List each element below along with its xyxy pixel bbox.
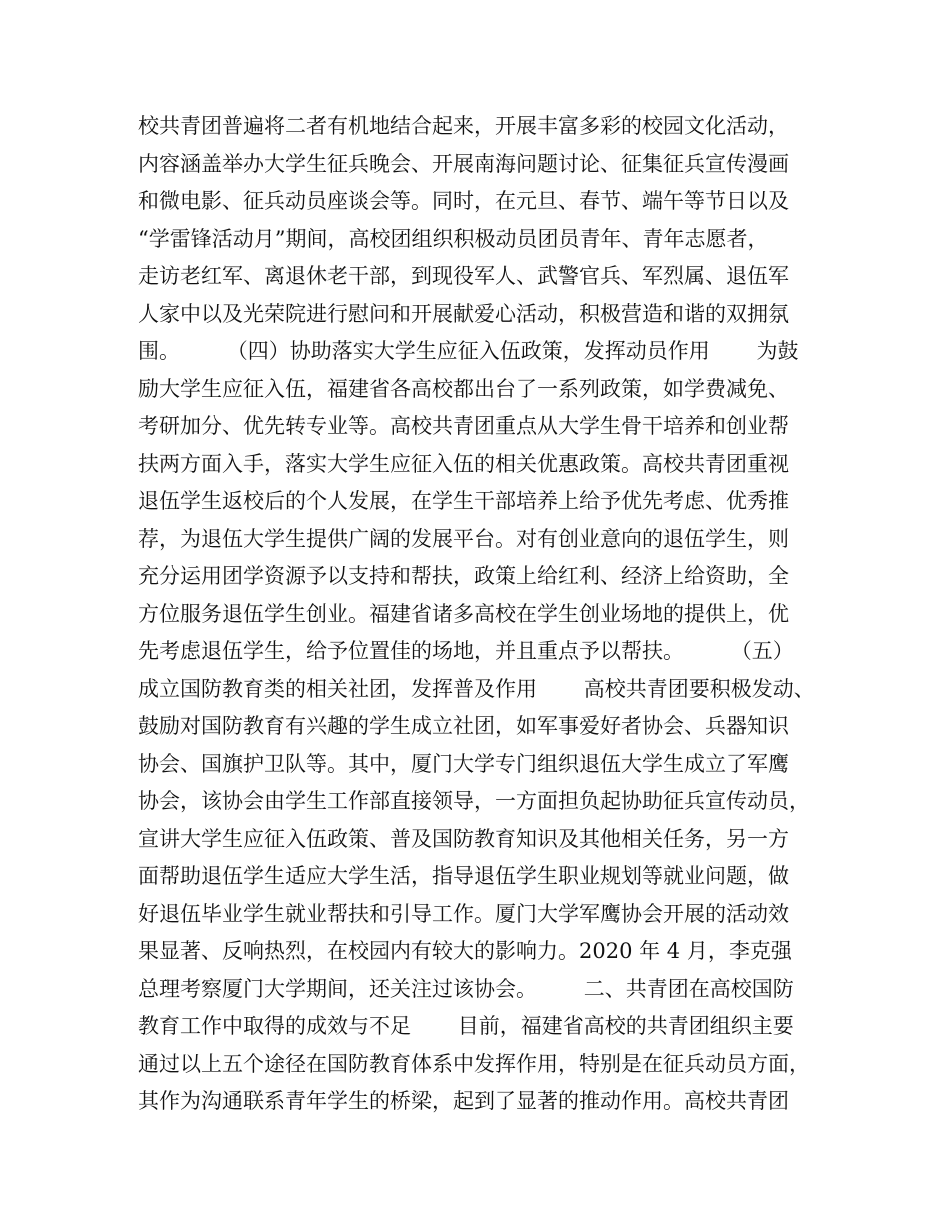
text-line: 鼓励对国防教育有兴趣的学生成立社团，如军事爱好者协会、兵器知识 (138, 714, 789, 738)
text-line: 校共青团普遍将二者有机地结合起来，开展丰富多彩的校园文化活动， (138, 114, 789, 138)
text-line: 总理考察厦门大学期间，还关注过该协会。 二、共青团在高校国防 (138, 976, 794, 1001)
text-line: 荐，为退伍大学生提供广阔的发展平台。对有创业意向的退伍学生，则 (138, 526, 789, 551)
text-line: 方位服务退伍学生创业。福建省诸多高校在学生创业场地的提供上，优 (138, 601, 789, 626)
text-line: 和微电影、征兵动员座谈会等。同时，在元旦、春节、端午等节日以及 (138, 189, 789, 213)
text-line: 走访老红军、离退休老干部，到现役军人、武警官兵、军烈属、退伍军 (138, 264, 789, 288)
text-line: 果显著、反响热烈，在校园内有较大的影响力。2020 年 4 月，李克强 (138, 939, 792, 963)
text-line: 励大学生应征入伍，福建省各高校都出台了一系列政策，如学费减免、 (138, 376, 789, 401)
text-line: 先考虑退伍学生，给予位置佳的场地，并且重点予以帮扶。 （五） (138, 639, 794, 663)
text-line: 教育工作中取得的成效与不足 目前，福建省高校的共青团组织主要 (138, 1014, 794, 1038)
text-line: 人家中以及光荣院进行慰问和开展献爱心活动，积极营造和谐的双拥氛 (138, 301, 789, 326)
text-line: 退伍学生返校后的个人发展，在学生干部培养上给予优先考虑、优秀推 (138, 489, 789, 513)
text-line: 协会、国旗护卫队等。其中，厦门大学专门组织退伍大学生成立了军鹰 (138, 751, 789, 776)
text-line: 面帮助退伍学生适应大学生活，指导退伍学生职业规划等就业问题，做 (138, 864, 789, 888)
text-line: 宣讲大学生应征入伍政策、普及国防教育知识及其他相关任务，另一方 (138, 826, 789, 851)
text-line: 协会，该协会由学生工作部直接领导，一方面担负起协助征兵宣传动员， (138, 789, 810, 813)
text-line: 内容涵盖举办大学生征兵晚会、开展南海问题讨论、征集征兵宣传漫画 (138, 151, 789, 176)
text-line: 成立国防教育类的相关社团，发挥普及作用 高校共青团要积极发动、 (138, 676, 815, 701)
text-line: 其作为沟通联系青年学生的桥梁，起到了显著的推动作用。高校共青团 (138, 1089, 789, 1113)
text-line: 好退伍毕业学生就业帮扶和引导工作。厦门大学军鹰协会开展的活动效 (138, 901, 789, 926)
text-line: 围。 （四）协助落实大学生应征入伍政策，发挥动员作用 为鼓 (138, 339, 799, 363)
text-line: 考研加分、优先转专业等。高校共青团重点从大学生骨干培养和创业帮 (138, 414, 789, 438)
text-line: “学雷锋活动月”期间，高校团组织积极动员团员青年、青年志愿者， (138, 226, 769, 251)
text-line: 通过以上五个途径在国防教育体系中发挥作用，特别是在征兵动员方面， (138, 1051, 810, 1076)
body-text (138, 108, 838, 1121)
text-line: 充分运用团学资源予以支持和帮扶，政策上给红利、经济上给资助，全 (138, 564, 789, 588)
text-line: 扶两方面入手，落实大学生应征入伍的相关优惠政策。高校共青团重视 (138, 451, 789, 476)
